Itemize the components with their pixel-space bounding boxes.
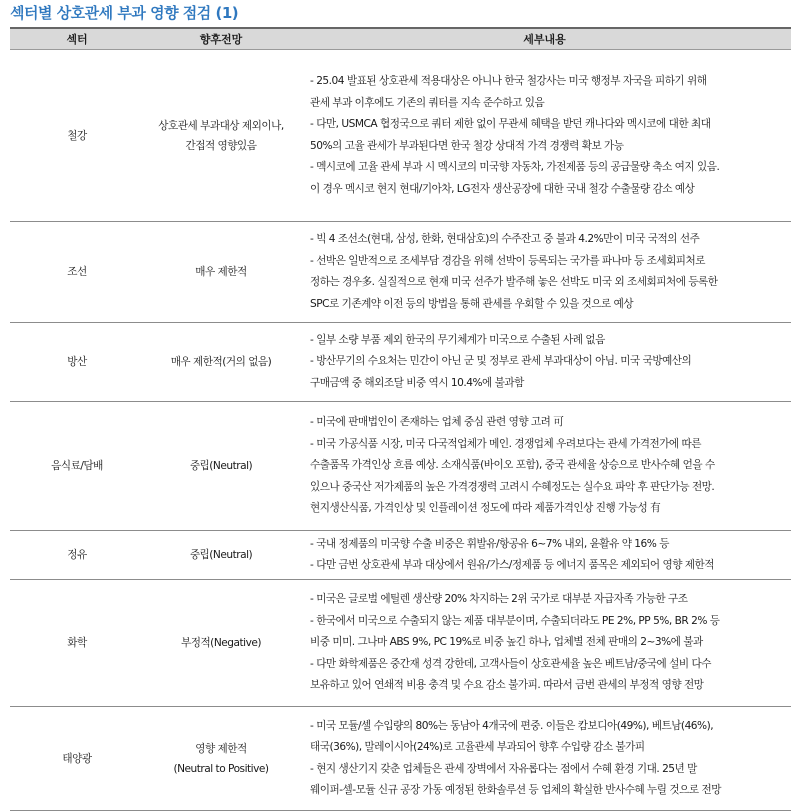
sector-impact-table bbox=[10, 27, 791, 811]
detail-line: 비중 미미. 그나마 ABS 9%, PC 19%로 비중 높긴 하나, 업체별 전체 판매의 2~3%에 불과 bbox=[310, 636, 703, 649]
detail-line: 관세 부과 이후에도 기존의 쿼터를 지속 준수하고 있음 bbox=[310, 96, 545, 109]
table-row bbox=[10, 222, 791, 323]
outlook-line: 간접적 영향있음 bbox=[185, 139, 257, 152]
detail-line: 웨이퍼-셀-모듈 신규 공장 가동 예정된 한화솔루션 등 업체의 확실한 반사수혜 누릴 것으로 전망 bbox=[310, 784, 721, 796]
sector-cell: 태양광 bbox=[10, 707, 144, 811]
outlook-line: 영향 제한적 bbox=[195, 742, 247, 755]
sector-cell: 철강 bbox=[10, 50, 144, 222]
detail-line: 수출품목 가격인상 흐름 예상. 소재식품(바이오 포함), 중국 관세율 상승으로 반사수혜 얻을 수 bbox=[310, 459, 715, 472]
outlook-cell bbox=[144, 580, 298, 707]
details-cell bbox=[298, 580, 791, 707]
table-row bbox=[10, 531, 791, 580]
outlook-line: 매우 제한적(거의 없음) bbox=[170, 356, 272, 368]
table-body bbox=[10, 50, 791, 811]
header-outlook: 향후전망 bbox=[144, 28, 298, 50]
details-cell bbox=[298, 707, 791, 811]
detail-line: 현지생산식품, 가격인상 및 인플레이션 정도에 따라 제품가격인상 진행 가능성 有 bbox=[310, 502, 661, 515]
outlook-line: 매우 제한적 bbox=[195, 266, 247, 278]
details-cell bbox=[298, 222, 791, 323]
details-cell bbox=[298, 50, 791, 222]
detail-line: 이 경우 멕시코 현지 현대/기아차, LG전자 생산공장에 대한 국내 철강 수출물량 감소 예상 bbox=[310, 182, 695, 195]
sector-cell: 화학 bbox=[10, 580, 144, 707]
page-title: 섹터별 상호관세 부과 영향 점검 (1) bbox=[10, 4, 239, 22]
header-sector: 섹터 bbox=[10, 28, 144, 50]
detail-line: - 현지 생산기지 갖춘 업체들은 관세 장벽에서 자유롭다는 점에서 수혜 환경 기대. 25년 말 bbox=[310, 762, 697, 775]
detail-line: - 미국 가공식품 시장, 미국 다국적업체가 메인. 경쟁업체 우려보다는 관세 가격전가에 따른 bbox=[310, 437, 702, 450]
detail-line: - 미국에 판매법인이 존재하는 업체 중심 관련 영향 고려 可 bbox=[310, 416, 564, 429]
outlook-cell bbox=[144, 402, 298, 531]
detail-line: 정하는 경우多. 실질적으로 현재 미국 선주가 발주해 놓은 선박도 미국 외 조세회피처에 등록한 bbox=[310, 276, 718, 288]
details-cell bbox=[298, 531, 791, 580]
table-row bbox=[10, 707, 791, 811]
detail-line: - 미국은 글로벌 에틸렌 생산량 20% 차지하는 2위 국가로 대부분 자급자족 가능한 구조 bbox=[310, 593, 688, 606]
detail-line: 구매금액 중 해외조달 비중 역시 10.4%에 불과함 bbox=[310, 376, 524, 389]
detail-line: 50%의 고율 관세가 부과된다면 한국 철강 상대적 가격 경쟁력 확보 가능 bbox=[310, 139, 624, 152]
outlook-cell bbox=[144, 707, 298, 811]
detail-line: - 다만 화학제품은 중간재 성격 강한데, 고객사들이 상호관세율 높은 베트남/중국에 설비 다수 bbox=[310, 657, 711, 670]
detail-line: - 일부 소량 부품 제외 한국의 무기체계가 미국으로 수출된 사례 없음 bbox=[310, 333, 605, 346]
detail-line: - 빅 4 조선소(현대, 삼성, 한화, 현대삼호)의 수주잔고 중 불과 4.2%만이 미국 국적의 선주 bbox=[310, 233, 700, 245]
detail-line: - 미국 모듈/셀 수입량의 80%는 동남아 4개국에 편중. 이들은 캄보디아(49%), 베트남(46%), bbox=[310, 719, 714, 732]
sector-cell: 조선 bbox=[10, 222, 144, 323]
detail-line: 태국(36%), 말레이시아(24%)로 고율관세 부과되어 향후 수입량 감소 불가피 bbox=[310, 741, 645, 753]
outlook-line: 상호관세 부과대상 제외이나, bbox=[158, 119, 284, 132]
table-row bbox=[10, 50, 791, 222]
detail-line: - 국내 정제품의 미국향 수출 비중은 휘발유/항공유 6~7% 내외, 윤활유 약 16% 등 bbox=[310, 537, 669, 550]
table-row bbox=[10, 402, 791, 531]
detail-line: 있으나 중국산 저가제품의 높은 가격경쟁력 고려시 수혜정도는 실수요 파악 후 판단가능 전망. bbox=[310, 480, 715, 493]
outlook-line: 부정적(Negative) bbox=[180, 637, 261, 649]
sector-cell: 정유 bbox=[10, 531, 144, 580]
outlook-line: (Neutral to Positive) bbox=[173, 762, 269, 775]
detail-line: - 한국에서 미국으로 수출되지 않는 제품 대부분이며, 수출되더라도 PE 2%, PP 5%, BR 2% 등 bbox=[310, 614, 720, 627]
detail-line: - 멕시코에 고율 관세 부과 시 멕시코의 미국향 자동차, 가전제품 등의 공급물량 축소 여지 있음. bbox=[310, 161, 720, 173]
header-details: 세부내용 bbox=[298, 28, 791, 50]
detail-line: - 다만 금번 상호관세 부과 대상에서 원유/가스/정제품 등 에너지 품목은 제외되어 영향 제한적 bbox=[310, 559, 715, 571]
table-row bbox=[10, 580, 791, 707]
detail-line: - 다만, USMCA 협정국으로 쿼터 제한 없이 무관세 혜택을 받던 캐나다와 멕시코에 대한 최대 bbox=[310, 118, 711, 130]
sector-cell: 음식료/담배 bbox=[10, 402, 144, 531]
table-header bbox=[10, 28, 791, 50]
detail-line: - 방산무기의 수요처는 민간이 아닌 군 및 정부로 관세 부과대상이 아님. 미국 국방예산의 bbox=[310, 355, 692, 368]
details-cell bbox=[298, 323, 791, 402]
detail-line: SPC로 기존계약 이전 등의 방법을 통해 관세를 우회할 수 있을 것으로 예상 bbox=[310, 297, 634, 310]
outlook-cell bbox=[144, 323, 298, 402]
outlook-line: 중립(Neutral) bbox=[189, 460, 253, 472]
detail-line: - 선박은 일반적으로 조세부담 경감을 위해 선박이 등록되는 국가를 파나마 등 조세회피처로 bbox=[310, 254, 706, 267]
outlook-cell bbox=[144, 222, 298, 323]
outlook-cell bbox=[144, 531, 298, 580]
outlook-line: 중립(Neutral) bbox=[189, 549, 253, 561]
table-row bbox=[10, 323, 791, 402]
sector-cell: 방산 bbox=[10, 323, 144, 402]
detail-line: 보유하고 있어 연쇄적 비용 충격 및 수요 감소 불가피. 따라서 금번 관세의 부정적 영향 전망 bbox=[310, 679, 704, 692]
detail-line: - 25.04 발표된 상호관세 적용대상은 아니나 한국 철강사는 미국 행정부 자국을 피하기 위해 bbox=[310, 75, 707, 87]
details-cell bbox=[298, 402, 791, 531]
outlook-cell bbox=[144, 50, 298, 222]
